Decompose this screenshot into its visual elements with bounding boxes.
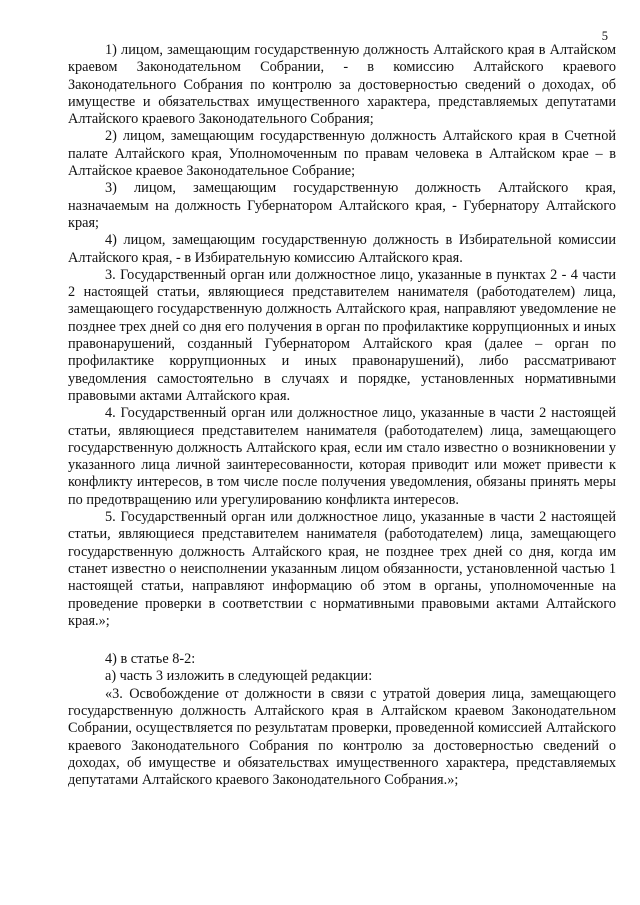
paragraph-item-2: 2) лицом, замещающим государственную должность Алтайского края в Счетной палате Алтайского края, Уполномоченным по правам человека в Алтайском крае – в Алтайское краевое Законодательное Собрание; (68, 128, 616, 180)
paragraph-part-3: 3. Государственный орган или должностное лицо, указанные в пунктах 2 - 4 части 2 настоящей статьи, являющиеся представителем нанимателя (работодателем) лица, замещающего государственную должность Алтайского края, направляют уведомление не позднее трех дней со дня его получения в орган по профилактике коррупционных и иных правонарушений, созданный Губернатором Алтайского края (далее – орган по профилактике коррупционных и иных правонарушений), либо рассматривают уведомления самостоятельно в случаях и порядке, установленных нормативными правовыми актами Алтайского края. (68, 266, 616, 404)
paragraph-item-1: 1) лицом, замещающим государственную должность Алтайского края в Алтайском краевом Законодательном Собрании, - в комиссию Алтайского краевого Законодательного Собрания по контролю за достоверностью сведений о доходах, об имуществе и обязательствах имущественного характера, представляемых депутатами Алтайского краевого Законодательного Собрания; (68, 42, 616, 128)
paragraph-part-4: 4. Государственный орган или должностное лицо, указанные в части 2 настоящей статьи, являющиеся представителем нанимателя (работодателем) лица, замещающего государственную должность Алтайского края, если им стало известно о возникновении у указанного лица личной заинтересованности, которая приводит или может привести к конфликту интересов, в том числе после получения уведомления, обязаны принять меры по предотвращению или урегулированию конфликта интересов. (68, 405, 616, 508)
paragraph-item-3: 3) лицом, замещающим государственную должность Алтайского края, назначаемым на должность Губернатором Алтайского края, - Губернатору Алтайского края; (68, 180, 616, 231)
amendment-text: «3. Освобождение от должности в связи с утратой доверия лица, замещающего государственную должность Алтайского края в Алтайском краевом Законодательном Собрании, осуществляется по результатам проверки, проведенной комиссией Алтайского краевого Законодательного Собрания по контролю за достоверностью сведений о доходах, об имуществе и обязательствах имущественного характера, представляемых депутатами Алтайского краевого Законодательного Собрания.»; (68, 685, 616, 789)
amendment-subheading: а) часть 3 изложить в следующей редакции: (105, 668, 373, 685)
page-number: 5 (601, 29, 608, 43)
paragraph-gap (68, 630, 616, 651)
amendment-heading: 4) в статье 8-2: (105, 651, 196, 668)
paragraph-part-5: 5. Государственный орган или должностное лицо, указанные в части 2 настоящей статьи, являющиеся представителем нанимателя (работодателем) лица, замещающего государственную должность Алтайского края, не позднее трех дней со дня, когда им станет известно о неисполнении указанным лицом обязанности, установленной частью 1 настоящей статьи, направляют информацию об этом в органы, уполномоченные на проведение проверки в соответствии с нормативными правовыми актами Алтайского края.»; (68, 509, 616, 629)
paragraph-item-4: 4) лицом, замещающим государственную должность в Избирательной комиссии Алтайского края, - в Избирательную комиссию Алтайского края. (68, 232, 616, 266)
document-body (68, 42, 616, 789)
